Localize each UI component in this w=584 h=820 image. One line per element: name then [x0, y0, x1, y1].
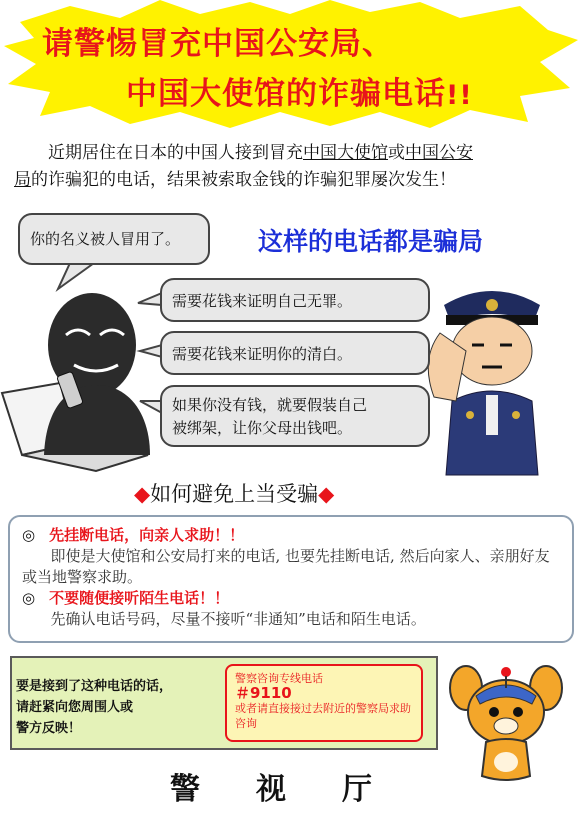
contact-line-3: 警方反映！	[16, 721, 82, 736]
speech-bubble-1	[18, 213, 210, 265]
police-officer-icon	[428, 291, 540, 475]
intro-or: 或	[388, 143, 405, 163]
mascot-icon	[446, 658, 566, 788]
bubble-3-text: 需要花钱来证明你的清白。	[172, 345, 353, 363]
bubble-4-line-1: 如果你没有钱，就要假装自己	[172, 396, 368, 414]
bubble-2-text: 需要花钱来证明自己无罪。	[172, 292, 353, 310]
speech-bubble-3	[160, 331, 430, 375]
hotline-alternative: 或者请直接接过去附近的警察局求助咨询	[235, 702, 411, 730]
bubble1-tail	[58, 263, 94, 289]
tip-2-title-row	[22, 588, 560, 609]
bubble3-tail	[140, 345, 162, 357]
intro-text-2: 的诈骗犯的电话，结果被索取金钱的诈骗犯罪屡次发生！	[31, 170, 456, 190]
bubble4-tail	[140, 401, 162, 413]
tip-2-title: 不要随便接听陌生电话！！	[49, 589, 230, 607]
speech-bubble-2	[160, 278, 430, 322]
intro-text-1: 近期居住在日本的中国人接到冒充	[48, 143, 303, 163]
scammer-figure-icon	[44, 293, 150, 455]
title-line-2	[126, 68, 473, 113]
bullet-icon: ◎	[22, 526, 36, 544]
hotline-box	[225, 664, 423, 742]
diamond-icon: ◆	[318, 482, 335, 506]
title-exclamation: !!	[446, 80, 473, 111]
hotline-number[interactable]: ＃9110	[235, 684, 292, 702]
tip-2-body: 先确认电话号码，尽量不接听“非通知”电话和陌生电话。	[50, 610, 426, 628]
tip-1-title: 先挂断电话，向亲人求助！！	[49, 526, 245, 544]
section-heading-text: 如何避免上当受骗	[150, 482, 319, 506]
title-line-1: 请警惕冒充中国公安局、	[42, 26, 394, 62]
contact-line-1: 要是接到了这种电话的话，	[16, 679, 173, 694]
tip-1-title-row	[22, 525, 560, 546]
bubble2-tail	[138, 293, 162, 305]
bubble-4-line-2: 被绑架，让你父母出钱吧。	[172, 419, 353, 437]
agency-name: 警视厅	[170, 772, 428, 807]
intro-embassy: 中国大使馆	[303, 143, 388, 163]
intro-psb-end: 局	[14, 170, 31, 190]
tip-1-body: 即使是大使馆和公安局打来的电话, 也要先挂断电话, 然后向家人、亲朋好友或当地警察求助。	[22, 547, 550, 586]
contact-message	[16, 676, 216, 739]
contact-line-2: 请赶紧向您周围人或	[16, 700, 134, 715]
title-line-2-main: 中国大使馆的诈骗电话	[126, 76, 446, 112]
hotline-label: 警察咨询专线电话	[235, 672, 323, 685]
diamond-icon: ◆	[134, 482, 151, 506]
bullet-icon: ◎	[22, 589, 36, 607]
bubble-1-text: 你的名义被人冒用了。	[30, 230, 181, 248]
advice-box	[8, 515, 574, 643]
speech-bubble-4	[160, 385, 430, 447]
section-heading	[134, 478, 334, 508]
scam-warning-headline: 这样的电话都是骗局	[258, 227, 484, 256]
intro-paragraph	[14, 140, 572, 194]
intro-psb: 中国公安	[405, 143, 473, 163]
